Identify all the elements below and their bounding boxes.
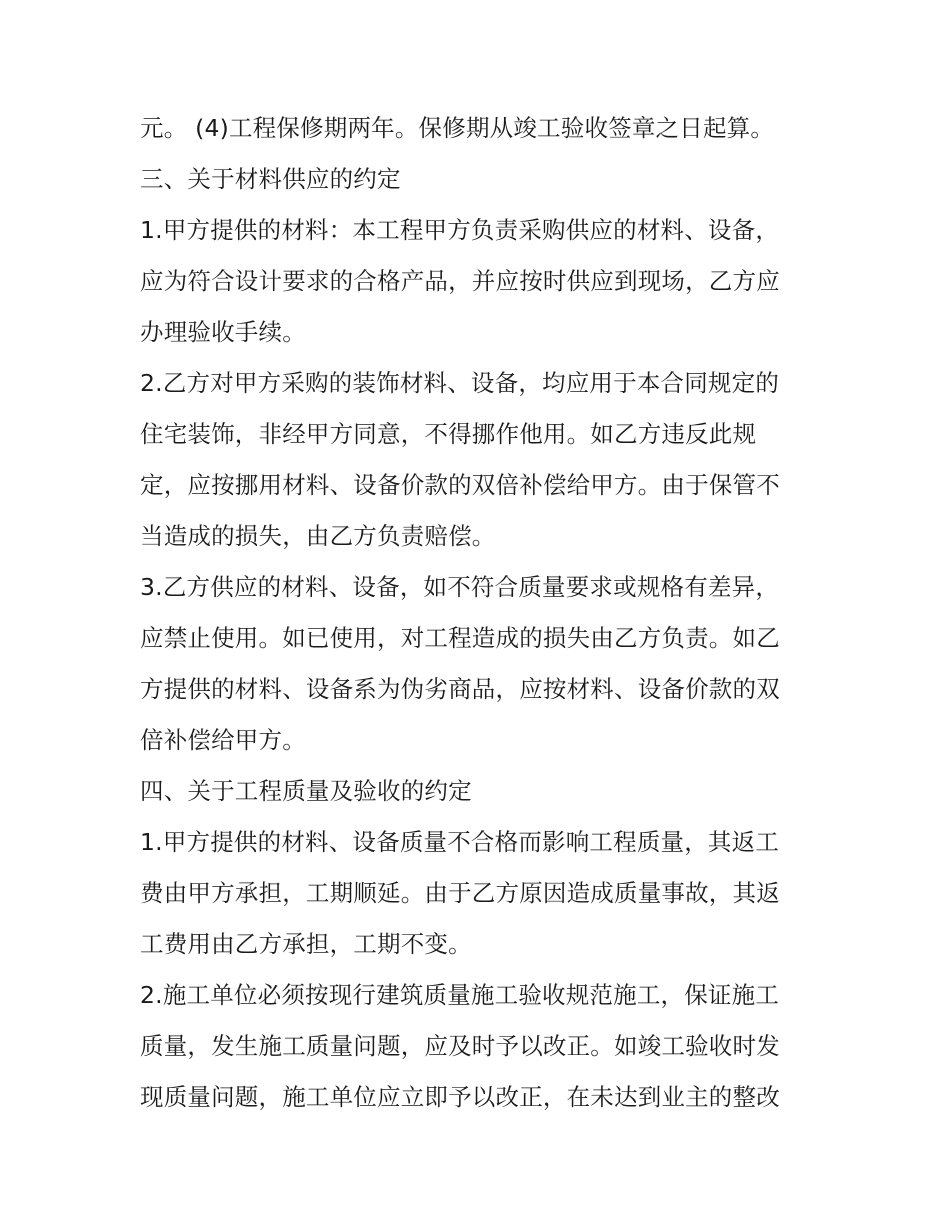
- text-line: 方提供的材料、设备系为伪劣商品，应按材料、设备价款的双: [140, 675, 780, 703]
- document-body: [140, 103, 820, 1123]
- text-line: 办理验收手续。: [140, 318, 306, 346]
- text-line: 现质量问题，施工单位应立即予以改正，在未达到业主的整改: [140, 1083, 780, 1111]
- text-line: 应禁止使用。如已使用，对工程造成的损失由乙方负责。如乙: [140, 624, 780, 652]
- text-line: 住宅装饰，非经甲方同意，不得挪作他用。如乙方违反此规: [140, 420, 757, 448]
- text-line: 3.乙方供应的材料、设备，如不符合质量要求或规格有差异，: [140, 573, 780, 601]
- text-line: 1.甲方提供的材料、设备质量不合格而影响工程质量，其返工: [140, 828, 780, 856]
- text-line: 质量，发生施工质量问题，应及时予以改正。如竣工验收时发: [140, 1032, 780, 1060]
- text-line: 元。 (4)工程保修期两年。保修期从竣工验收签章之日起算。: [140, 114, 775, 142]
- text-line: 工费用由乙方承担，工期不变。: [140, 930, 472, 958]
- text-line: 2.乙方对甲方采购的装饰材料、设备，均应用于本合同规定的: [140, 369, 780, 397]
- section-heading: 四、关于工程质量及验收的约定: [140, 777, 472, 805]
- text-line: 1.甲方提供的材料：本工程甲方负责采购供应的材料、设备，: [140, 216, 780, 244]
- section-heading: 三、关于材料供应的约定: [140, 165, 401, 193]
- text-line: 倍补偿给甲方。: [140, 726, 306, 754]
- text-line: 定，应按挪用材料、设备价款的双倍补偿给甲方。由于保管不: [140, 471, 780, 499]
- text-line: 费由甲方承担，工期顺延。由于乙方原因造成质量事故，其返: [140, 879, 780, 907]
- text-line: 应为符合设计要求的合格产品，并应按时供应到现场，乙方应: [140, 267, 780, 295]
- text-line: 当造成的损失，由乙方负责赔偿。: [140, 522, 496, 550]
- text-line: 2.施工单位必须按现行建筑质量施工验收规范施工，保证施工: [140, 981, 780, 1009]
